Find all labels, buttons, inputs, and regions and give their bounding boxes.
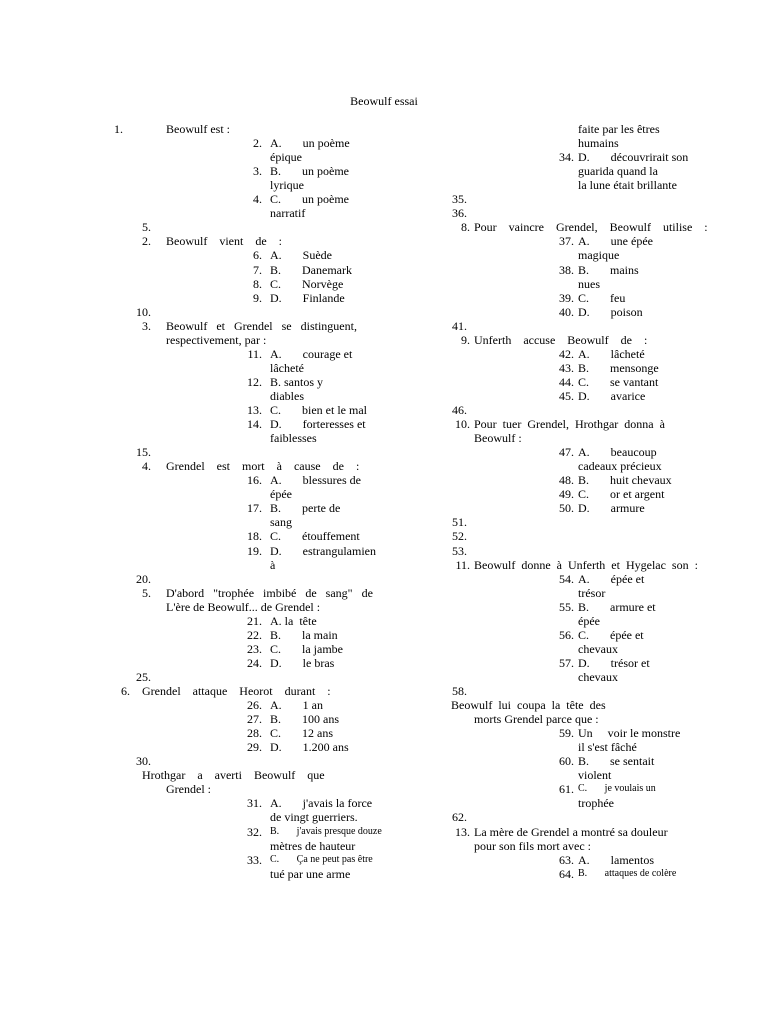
item-text: Grendel attaque Heorot durant : (142, 684, 331, 698)
item-number: 3. (142, 318, 151, 333)
item-number: 46. (452, 403, 467, 417)
item-number: 36. (452, 206, 467, 221)
item-number: 49. (559, 487, 574, 502)
item-text: respectivement, par : (166, 332, 267, 347)
answer-option: D. 1.200 ans (270, 740, 349, 755)
answer-option: D. découvrirait son (578, 150, 689, 165)
item-number: 7. (253, 262, 262, 277)
answer-option: A. courage et (270, 346, 353, 361)
item-number: 20. (136, 571, 151, 586)
item-number: 51. (452, 515, 467, 530)
answer-option: B. perte de (270, 501, 341, 516)
item-number: 13. (455, 824, 470, 839)
item-number: 13. (247, 403, 262, 417)
answer-option: C. or et argent (578, 487, 665, 502)
item-text: à (270, 557, 276, 572)
item-number: 56. (559, 627, 574, 642)
item-text: diables (270, 388, 304, 403)
item-number: 28. (247, 726, 262, 741)
answer-option: A. épée et (578, 571, 645, 586)
item-number: 55. (559, 599, 574, 614)
answer-option: A. beaucoup (578, 445, 657, 460)
item-number: 64. (559, 866, 574, 881)
item-number: 54. (559, 571, 574, 586)
item-number: 6. (253, 248, 262, 263)
item-text: Beowulf est : (166, 122, 230, 136)
item-text: trophée (578, 796, 614, 811)
item-text: tué par une arme (270, 866, 351, 881)
item-number: 35. (452, 192, 467, 207)
answer-option: C. épée et (578, 627, 644, 642)
item-text: Pour tuer Grendel, Hrothgar donna à (474, 417, 665, 432)
answer-option: D. trésor et (578, 655, 650, 670)
item-text: magique (578, 248, 620, 263)
item-number: 15. (136, 445, 151, 460)
answer-option: B. 100 ans (270, 712, 339, 727)
item-number: 25. (136, 669, 151, 684)
item-text: de vingt guerriers. (270, 810, 358, 825)
item-text: Hrothgar a averti Beowulf que (142, 768, 325, 783)
answer-option: D. forteresses et (270, 417, 366, 432)
item-text: faiblesses (270, 431, 317, 446)
item-number: 4. (142, 459, 151, 474)
item-number: 11. (455, 557, 470, 572)
item-number: 45. (559, 388, 574, 403)
item-text: Beowulf donne à Unferth et Hygelac son : (474, 557, 698, 572)
item-number: 40. (559, 304, 574, 319)
item-number: 18. (247, 529, 262, 544)
answer-option: D. Finlande (270, 290, 345, 305)
item-number: 53. (452, 543, 467, 558)
item-text: Pour vaincre Grendel, Beowulf utilise : (474, 220, 708, 235)
item-text: Unferth accuse Beowulf de : (474, 332, 648, 347)
item-number: 31. (247, 796, 262, 811)
answer-option: C. Ça ne peut pas être (270, 853, 373, 865)
item-number: 47. (559, 445, 574, 460)
item-text: Grendel : (166, 782, 211, 797)
item-number: 43. (559, 360, 574, 375)
item-text: Beowulf vient de : (166, 234, 282, 249)
answer-option: A. blessures de (270, 473, 361, 488)
answer-option: C. se vantant (578, 374, 659, 389)
item-number: 5. (142, 585, 151, 600)
item-text: il s'est fâché (578, 740, 637, 755)
answer-option: B. huit chevaux (578, 473, 672, 488)
item-text: D'abord "trophée imbibé de sang" de (166, 585, 373, 600)
answer-option: A. un poème (270, 136, 350, 151)
item-number: 12. (247, 374, 262, 389)
item-number: 2. (253, 136, 262, 151)
item-text: épée (578, 613, 600, 628)
item-text: guarida quand la (578, 164, 658, 179)
item-text: trésor (578, 585, 606, 600)
item-number: 16. (247, 473, 262, 488)
item-text: morts Grendel parce que : (474, 712, 599, 727)
item-number: 61. (559, 782, 574, 797)
answer-option: B. un poème (270, 164, 349, 179)
item-number: 10. (455, 417, 470, 432)
answer-option: A. j'avais la force (270, 796, 373, 811)
answer-option: C. je voulais un (578, 783, 656, 795)
item-number: 8. (461, 220, 470, 235)
item-number: 59. (559, 726, 574, 741)
item-number: 11. (247, 346, 262, 361)
answer-option: C. étouffement (270, 529, 360, 544)
item-number: 27. (247, 712, 262, 727)
item-number: 58. (452, 684, 467, 698)
item-text: La mère de Grendel a montré sa douleur (474, 824, 668, 839)
item-text: pour son fils mort avec : (474, 838, 591, 853)
item-number: 39. (559, 290, 574, 305)
item-number: 34. (559, 150, 574, 165)
answer-option: B. attaques de colère (578, 867, 677, 879)
item-text: narratif (270, 206, 306, 221)
page-title: Beowulf essai (350, 94, 418, 108)
answer-option: B. j'avais presque douze (270, 825, 382, 837)
answer-option: D. poison (578, 304, 643, 319)
answer-option: C. Norvège (270, 276, 344, 291)
item-number: 4. (253, 192, 262, 207)
item-number: 23. (247, 641, 262, 656)
answer-option: B. santos y (270, 374, 324, 389)
item-number: 14. (247, 417, 262, 432)
item-number: 32. (247, 824, 262, 839)
item-number: 29. (247, 740, 262, 755)
answer-option: B. Danemark (270, 262, 352, 277)
item-number: 21. (247, 613, 262, 628)
answer-option: Un voir le monstre (578, 726, 681, 741)
item-number: 30. (136, 754, 151, 769)
answer-option: A. 1 an (270, 698, 323, 713)
item-number: 1. (114, 122, 123, 136)
item-number: 5. (142, 220, 151, 235)
item-text: lâcheté (270, 360, 304, 375)
item-text: nues (578, 276, 600, 291)
item-number: 42. (559, 346, 574, 361)
item-number: 57. (559, 655, 574, 670)
item-text: mètres de hauteur (270, 838, 356, 853)
item-number: 48. (559, 473, 574, 488)
answer-option: A. la tête (270, 613, 317, 628)
item-number: 10. (136, 304, 151, 319)
item-number: 8. (253, 276, 262, 291)
answer-option: D. le bras (270, 655, 335, 670)
item-text: épique (270, 150, 302, 165)
answer-option: C. feu (578, 290, 626, 305)
answer-option: B. armure et (578, 599, 656, 614)
item-number: 17. (247, 501, 262, 516)
item-text: Beowulf : (474, 431, 522, 446)
item-text: Beowulf et Grendel se distinguent, (166, 318, 357, 333)
item-number: 41. (452, 318, 467, 333)
item-number: 24. (247, 655, 262, 670)
answer-option: B. se sentait (578, 754, 655, 769)
item-number: 9. (253, 290, 262, 305)
answer-option: A. lamentos (578, 852, 654, 867)
item-text: Grendel est mort à cause de : (166, 459, 360, 474)
answer-option: D. estrangulamien (270, 543, 376, 558)
item-text: sang (270, 515, 292, 530)
item-number: 44. (559, 374, 574, 389)
item-text: chevaux (578, 669, 618, 684)
answer-option: A. lâcheté (578, 346, 645, 361)
answer-option: C. la jambe (270, 641, 343, 656)
item-number: 52. (452, 529, 467, 544)
item-text: lyrique (270, 178, 304, 193)
answer-option: A. Suède (270, 248, 332, 263)
answer-option: C. bien et le mal (270, 403, 367, 417)
item-text: violent (578, 768, 612, 783)
item-number: 60. (559, 754, 574, 769)
item-number: 63. (559, 852, 574, 867)
item-number: 50. (559, 501, 574, 516)
item-text: humains (578, 136, 619, 151)
item-number: 2. (142, 234, 151, 249)
item-number: 62. (452, 810, 467, 825)
item-number: 9. (461, 332, 470, 347)
item-number: 26. (247, 698, 262, 713)
answer-option: C. un poème (270, 192, 349, 207)
item-number: 3. (253, 164, 262, 179)
item-text: chevaux (578, 641, 618, 656)
answer-option: B. mains (578, 262, 639, 277)
item-text: L'ère de Beowulf... de Grendel : (166, 599, 321, 614)
answer-option: D. armure (578, 501, 645, 516)
item-number: 33. (247, 852, 262, 867)
item-text: la lune était brillante (578, 178, 677, 193)
item-number: 38. (559, 262, 574, 277)
item-number: 37. (559, 234, 574, 249)
answer-option: C. 12 ans (270, 726, 333, 741)
item-number: 6. (121, 684, 130, 698)
answer-option: B. la main (270, 627, 338, 642)
answer-option: D. avarice (578, 388, 646, 403)
answer-option: A. une épée (578, 234, 653, 249)
answer-option: B. mensonge (578, 360, 659, 375)
item-text: cadeaux précieux (578, 459, 662, 474)
item-number: 19. (247, 543, 262, 558)
item-text: Beowulf lui coupa la tête des (451, 698, 606, 713)
item-number: 22. (247, 627, 262, 642)
item-text: épée (270, 487, 292, 502)
item-text: faite par les êtres (578, 122, 660, 136)
